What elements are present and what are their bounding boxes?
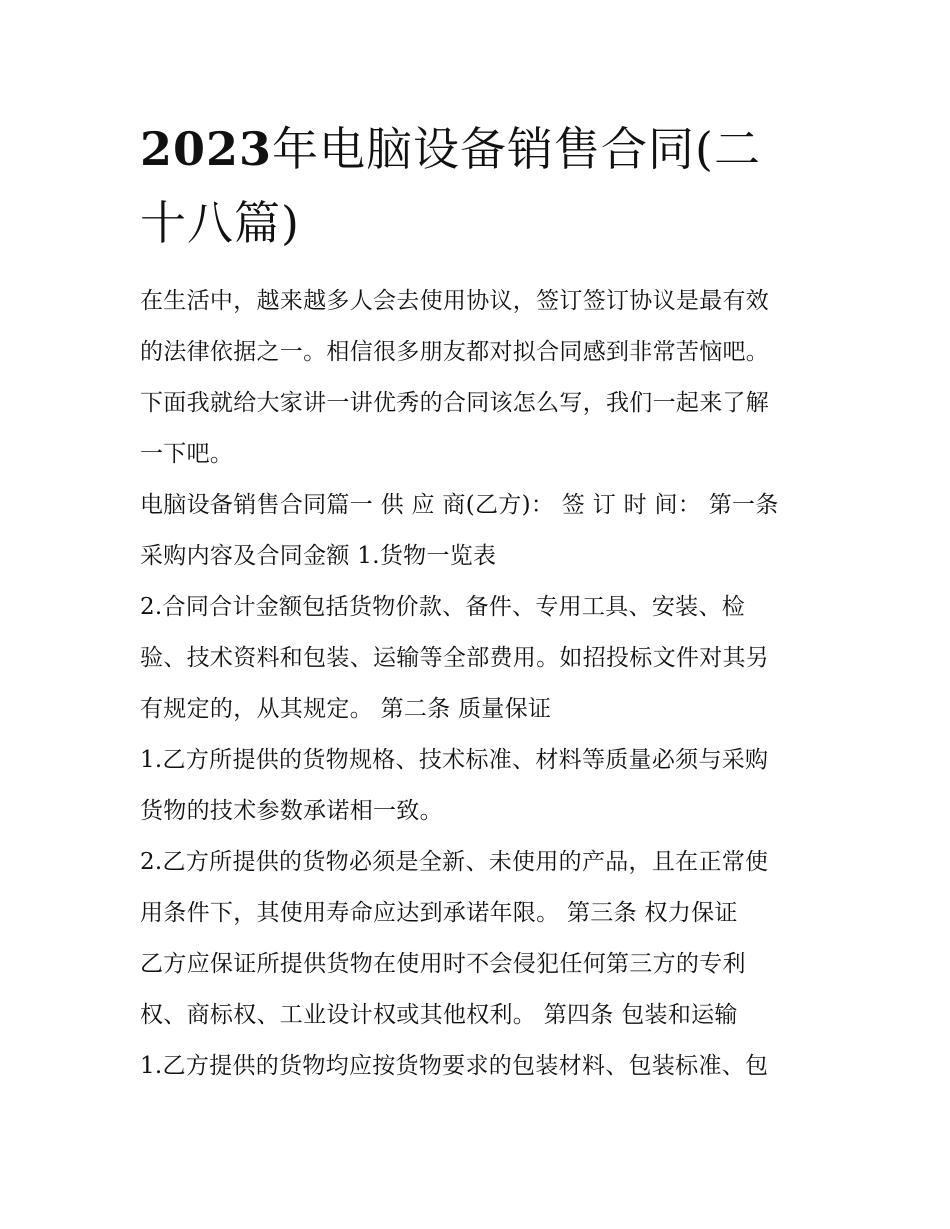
title-line-1: 年电脑设备销售合同(二: [272, 122, 761, 176]
body-line: 权、商标权、工业设计权或其他权利。 第四条 包装和运输: [140, 1002, 738, 1028]
title-line-2: 十八篇): [140, 196, 300, 250]
body-line: 验、技术资料和包装、运输等全部费用。如招投标文件对其另: [140, 645, 770, 671]
document-title: [140, 112, 820, 260]
body-line: 采购内容及合同金额 1.货物一览表: [140, 543, 497, 569]
body-line: 1.乙方所提供的货物规格、技术标准、材料等质量必须与采购: [140, 747, 769, 773]
body-line: 有规定的，从其规定。 第二条 质量保证: [140, 696, 552, 722]
body-line: 2.乙方所提供的货物必须是全新、未使用的产品，且在正常使: [140, 849, 769, 875]
body-line: 在生活中，越来越多人会去使用协议，签订签订协议是最有效: [140, 288, 770, 314]
body-line: 2.合同合计金额包括货物价款、备件、专用工具、安装、检: [140, 594, 746, 620]
body-line: 下面我就给大家讲一讲优秀的合同该怎么写，我们一起来了解: [140, 390, 770, 416]
body-line: 用条件下，其使用寿命应达到承诺年限。 第三条 权力保证: [140, 900, 738, 926]
body-line: 电脑设备销售合同篇一 供 应 商(乙方)： 签 订 时 间： 第一条: [140, 492, 779, 518]
body-line: 乙方应保证所提供货物在使用时不会侵犯任何第三方的专利: [140, 951, 746, 977]
title-year: 2023: [140, 122, 273, 176]
body-line: 一下吧。: [140, 441, 234, 467]
body-line: 1.乙方提供的货物均应按货物要求的包装材料、包装标准、包: [140, 1053, 769, 1079]
body-line: 的法律依据之一。相信很多朋友都对拟合同感到非常苦恼吧。: [140, 339, 770, 365]
body-line: 货物的技术参数承诺相一致。: [140, 798, 443, 824]
document-body: [140, 276, 820, 1092]
